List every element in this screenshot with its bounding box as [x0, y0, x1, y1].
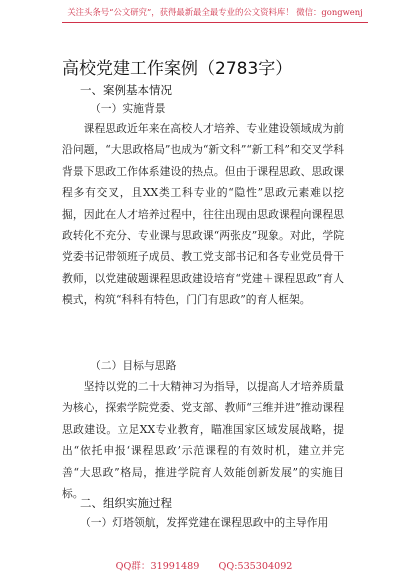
- footer-contact: QQ群：31991489 QQ:535304092: [115, 561, 293, 572]
- page-title: 高校党建工作案例（2783字）: [62, 59, 293, 79]
- paragraph-goals: 坚持以党的二十大精神习为指导，以提高人才培养质量为核心，探索学院党委、党支部、教师“三维并进”推动课程思政建设。立足XX专业教育，瞄准国家区域发展战略，提出“依托申报‘课程思政’示范课程的有效时机，建立并完善“大思政”格局，推进学院育人效能创新发展”的实施目标。: [62, 380, 344, 501]
- subsection-heading-background: （一）实施背景: [90, 102, 166, 115]
- subsection-heading-lighthouse: （一）灯塔领航，发挥党建在课程思政中的主导作用: [80, 516, 329, 529]
- paragraph-background: 课程思政近年来在高校人才培养、专业建设领域成为前沿问题，“大思政格局”也成为“新文科”“新工科”和交叉学科背景下思政工作体系建设的热点。但由于课程思政、思政课程多有交叉，且XX类工科专业的“隐性”思政元素难以挖掘，因此在人才培养过程中，往往出现由思政课程向课程思政转化不充分、专业课与思政课“两张皮”现象。对此，学院党委书记带领班子成员、教工党支部书记和各专业党员骨干教师，以党建破题课程思政建设培育“党建＋课程思政”育人模式，构筑“科科有特色，门门有思政”的育人框架。: [62, 122, 344, 307]
- section-heading-implementation: 二、组织实施过程: [80, 496, 172, 510]
- header-banner: 关注头条号“公文研究”，获得最新最全最专业的公文资料库！ 微信：gongwenj: [67, 7, 363, 17]
- section-heading-basic-info: 一、案例基本情况: [80, 83, 172, 97]
- header-divider: [62, 22, 368, 23]
- subsection-heading-goals: （二）目标与思路: [90, 359, 177, 372]
